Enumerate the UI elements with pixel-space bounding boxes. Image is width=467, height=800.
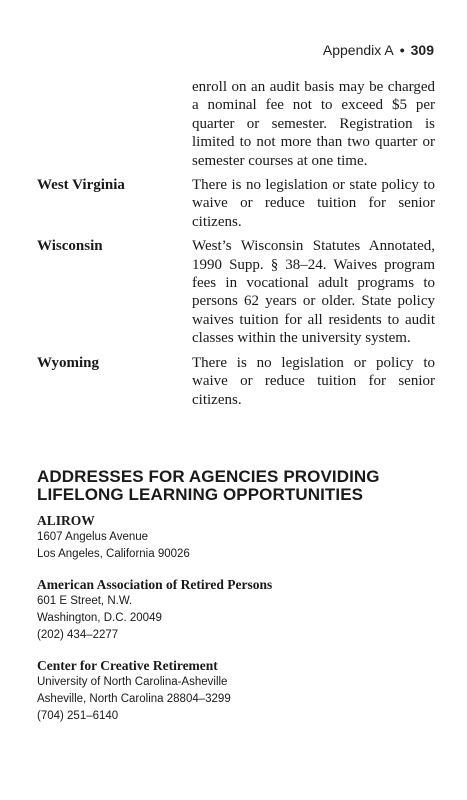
org-center-creative-retirement — [37, 657, 437, 725]
section-label: Appendix A — [322, 42, 394, 58]
org-name: ALIROW — [37, 513, 95, 528]
address-line: 601 E Street, N.W. — [37, 595, 133, 607]
address-line: 1607 Angelus Avenue — [37, 531, 149, 543]
state-name: Wisconsin — [37, 238, 103, 255]
section-title-line-2: LIFELONG LEARNING OPPORTUNITIES — [37, 485, 364, 504]
policy-text: West’s Wisconsin Statutes Annotated, 1990 Supp. § 38–24. Waives program fees in vocational adult programs to persons 62 years or older. State policy waives tuition for all residents to audit classes within the university system. — [192, 238, 435, 347]
section-title — [37, 468, 437, 504]
address-line: Washington, D.C. 20049 — [37, 612, 162, 624]
phone-line: (704) 251–6140 — [37, 710, 119, 722]
entry-continued — [37, 78, 435, 170]
section-title-line-1: ADDRESSES FOR AGENCIES PROVIDING — [37, 467, 380, 486]
entry-west-virginia — [37, 176, 435, 231]
running-head — [323, 42, 434, 58]
policy-text: There is no legislation or state policy to waive or reduce tuition for senior citizens. — [192, 177, 435, 230]
address-line: Los Angeles, California 90026 — [37, 548, 190, 560]
header-separator: • — [399, 42, 405, 58]
phone-line: (202) 434–2277 — [37, 629, 119, 641]
address-line: Asheville, North Carolina 28804–3299 — [37, 693, 231, 705]
org-name: Center for Creative Retirement — [37, 658, 218, 673]
policy-text: There is no legislation or policy to waive or reduce tuition for senior citizens. — [192, 354, 435, 408]
org-aarp — [37, 576, 437, 644]
entry-wyoming — [37, 354, 435, 409]
org-name: American Association of Retired Persons — [37, 577, 273, 592]
address-line: University of North Carolina-Asheville — [37, 676, 228, 688]
state-name: Wyoming — [37, 354, 99, 371]
page-number: 309 — [410, 42, 434, 58]
address-list — [37, 512, 437, 738]
state-policy-list — [37, 78, 435, 415]
state-name — [37, 78, 192, 170]
entry-wisconsin — [37, 237, 435, 347]
policy-text: enroll on an audit basis may be charged a nominal fee not to exceed $5 per quarter or semester. Registration is limited to not more than two quarter or semester courses at one time. — [192, 79, 435, 169]
state-name: West Virginia — [37, 177, 125, 194]
org-alirow — [37, 512, 437, 563]
